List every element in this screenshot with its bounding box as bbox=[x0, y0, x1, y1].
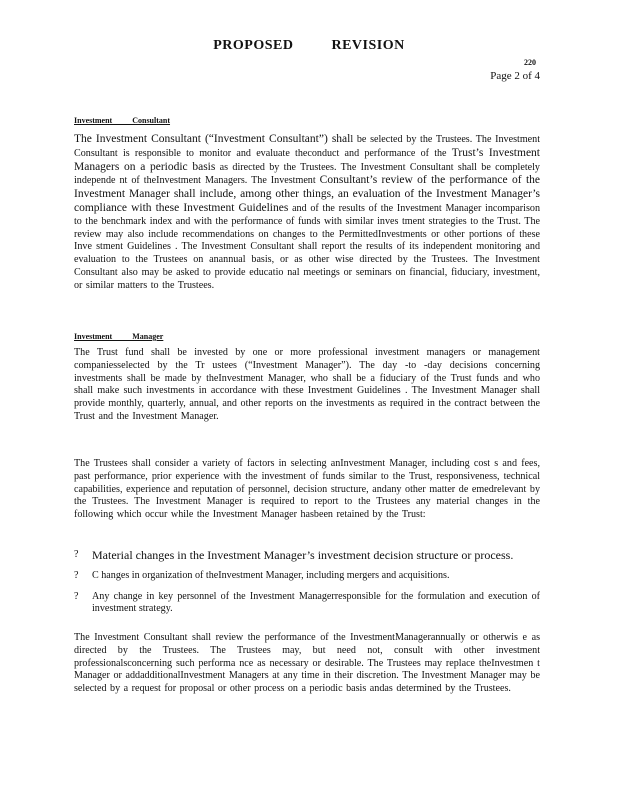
list-item bbox=[74, 549, 540, 562]
paragraph-consultant-review: The Investment Consultant shall review the performance of the InvestmentManagerannually or otherwis e as directed by the Trustees. The Trustees may, but need not, consult with other investment professionalsconcerning such performa nce as necessary or desirable. The Trustees may replace theInvestmen t Manager or addadditionalInvestment Managers at any time in their discretion. The Investment Manager may be selected by a request for proposal or other process on a periodic basis andas determined by the Trustees. bbox=[74, 632, 540, 695]
consultant-text-e: Consultant’s review of the performance of the Investment Manager shall include, among other things, an evaluation of the Investment Manager’s compliance with these Investment Guidelines bbox=[74, 174, 540, 214]
consultant-text-c: Trust’s Investment Managers on a periodic basis bbox=[74, 146, 540, 173]
bullet-mark: ? bbox=[74, 590, 79, 602]
consultant-text-d: as directed by the Trustees. The Investment Consultant shall be completely independe nt of theInvestment Managers. The Investment bbox=[74, 161, 540, 187]
document-title bbox=[0, 38, 618, 54]
list-item bbox=[74, 570, 540, 583]
consultant-text-b: l be selected by the Trustees. The Investment Consultant is responsible to monitor and evaluate theconduct and performance of the bbox=[74, 134, 541, 159]
paragraph-manager-selection: The Trustees shall consider a variety of factors in selecting anInvestment Manager, including cost s and fees, past performance, prior experience with the investment of funds similar to the Trust, responsiveness, technical capabilities, experience and reputation of personnel, decision structure, andany other matter de emedrelevant by the Trustees. The Investment Manager is required to report to the Trustees any material changes in the following which occur while the Investment Manager hasbeen retained by the Trust: bbox=[74, 458, 540, 521]
heading-investment-consultant: Investment Consultant bbox=[74, 116, 171, 125]
page-number: Page 2 of 4 bbox=[490, 70, 540, 82]
document-number: 220 bbox=[524, 58, 536, 67]
material-changes-list bbox=[74, 549, 540, 624]
list-item-text: C hanges in organization of theInvestment Manager, including mergers and acquisitions. bbox=[92, 569, 450, 581]
list-item bbox=[74, 591, 540, 617]
title-revision: REVISION bbox=[331, 38, 405, 53]
title-proposed: PROPOSED bbox=[213, 38, 294, 53]
paragraph-consultant bbox=[74, 133, 540, 293]
bullet-mark: ? bbox=[74, 549, 79, 560]
list-item-text: Material changes in the Investment Manager’s investment decision structure or process. bbox=[92, 548, 514, 562]
consultant-text-f: and of the results of the Investment Manager incomparison to the benchmark index and with the performance of funds with similar inves tment strategies to the Trust. The review may also include recommendations on changes to the PermittedInvestments or other portions of these Inve stment Guidelines . The Investment Consultant shall report the results of its independent monitoring and evaluation to the Trustees on anannual basis, or as other wise directed by the Trustees. The Investment Consultant also may be asked to provide educatio nal meetings or seminars on financial, fiduciary, investment, or similar matters to the Trustees. bbox=[74, 202, 540, 291]
paragraph-manager-role: The Trust fund shall be invested by one or more professional investment managers or management companiesselected by the Tr ustees (“Investment Manager”). The day -to -day decisions concerning investments shall be made by theInvestment Manager, who shall be a fiduciary of the Trust funds and who shall make such investments in accordance with these Investment Guidelines . The Investment Manager shall provide monthly, quarterly, annual, and other reports on the investments as required in the contract between the Trust and the Investment Manager. bbox=[74, 347, 540, 422]
consultant-text-a: The Investment Consultant (“Investment Consultant”) shal bbox=[74, 133, 351, 145]
bullet-mark: ? bbox=[74, 569, 79, 581]
heading-investment-manager: Investment Manager bbox=[74, 332, 164, 341]
list-item-text: Any change in key personnel of the Investment Managerresponsible for the formulation and execution of investment strategy. bbox=[92, 590, 540, 615]
